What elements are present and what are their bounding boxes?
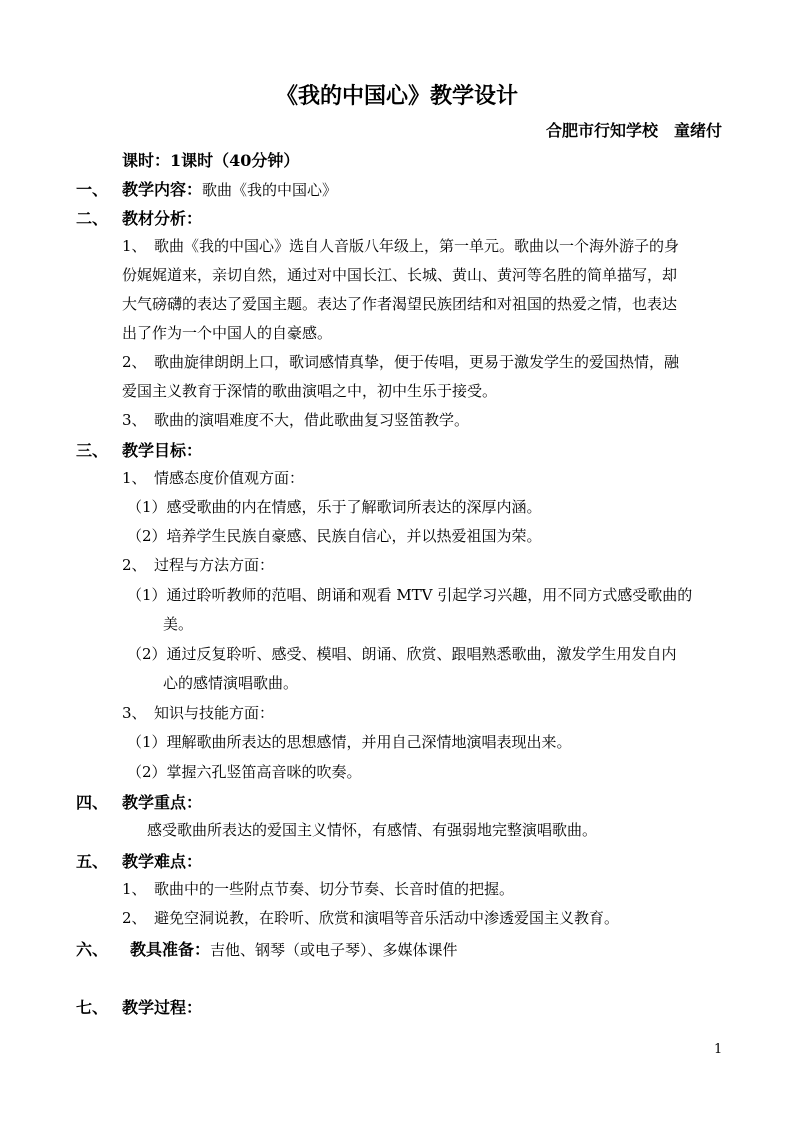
analysis-line-3: 大气磅礴的表达了爱国主题。表达了作者渴望民族团结和对祖国的热爱之情，也表达 <box>122 295 678 313</box>
section-6-number: 六、 <box>76 940 109 959</box>
page-number: 1 <box>714 1042 723 1057</box>
section-1-heading <box>122 177 337 200</box>
analysis-line-5: 2、 歌曲旋律朗朗上口，歌词感情真挚，便于传唱，更易于激发学生的爱国热情，融 <box>122 353 680 371</box>
section-4-title: 教学重点： <box>122 793 203 812</box>
section-1-title: 教学内容： <box>122 180 203 199</box>
lesson-time: 课时：1课时（40分钟） <box>122 151 300 170</box>
analysis-line-1: 1、 歌曲《我的中国心》选自人音版八年级上，第一单元。歌曲以一个海外游子的身 <box>122 237 680 255</box>
goal-line-3: （2）培养学生民族自豪感、民族自信心，并以热爱祖国为荣。 <box>127 527 542 545</box>
goal-line-4: 2、 过程与方法方面： <box>122 556 275 574</box>
document-title: 《我的中国心》教学设计 <box>275 84 518 109</box>
section-7-number: 七、 <box>76 998 109 1017</box>
goal-line-5: （1）通过聆听教师的范唱、朗诵和观看 MTV 引起学习兴趣，用不同方式感受歌曲的 <box>127 586 693 604</box>
key-point-line: 感受歌曲所表达的爱国主义情怀，有感情、有强弱地完整演唱歌曲。 <box>147 821 598 839</box>
analysis-line-4: 出了作为一个中国人的自豪感。 <box>122 324 333 342</box>
goal-line-1: 1、 情感态度价值观方面： <box>122 469 305 487</box>
analysis-line-2: 份娓娓道来，亲切自然，通过对中国长江、长城、黄山、黄河等名胜的简单描写，却 <box>122 266 678 284</box>
section-7-title: 教学过程： <box>122 998 203 1017</box>
goal-line-7: （2）通过反复聆听、感受、模唱、朗诵、欣赏、跟唱熟悉歌曲，激发学生用发自内 <box>127 645 677 663</box>
goal-line-10: （1）理解歌曲所表达的思想感情，并用自己深情地演唱表现出来。 <box>127 733 572 751</box>
analysis-line-7: 3、 歌曲的演唱难度不大，借此歌曲复习竖笛教学。 <box>122 411 470 429</box>
goal-line-9: 3、 知识与技能方面： <box>122 704 275 722</box>
analysis-line-6: 爱国主义教育于深情的歌曲演唱之中，初中生乐于接受。 <box>122 382 498 400</box>
section-1-content: 歌曲《我的中国心》 <box>202 181 338 199</box>
section-3-title: 教学目标： <box>122 441 203 460</box>
section-6-title: 教具准备： <box>130 940 211 959</box>
section-6-content: 吉他、钢琴（或电子琴）、多媒体课件 <box>210 941 458 959</box>
goal-line-11: （2）掌握六孔竖笛高音咪的吹奏。 <box>127 763 362 781</box>
goal-line-8: 心的感情演唱歌曲。 <box>163 674 299 692</box>
difficulty-line-1: 1、 歌曲中的一些附点节奏、切分节奏、长音时值的把握。 <box>122 880 515 898</box>
section-3-number: 三、 <box>76 441 109 460</box>
section-5-title: 教学难点： <box>122 852 203 871</box>
difficulty-line-2: 2、 避免空洞说教，在聆听、欣赏和演唱等音乐活动中渗透爱国主义教育。 <box>122 909 620 927</box>
section-2-number: 二、 <box>76 209 109 228</box>
author-line: 合肥市行知学校 童绪付 <box>545 121 722 140</box>
goal-line-6: 美。 <box>163 615 194 633</box>
section-2-title: 教材分析： <box>122 209 203 228</box>
goal-line-2: （1）感受歌曲的内在情感，乐于了解歌词所表达的深厚内涵。 <box>127 498 542 516</box>
section-1-number: 一、 <box>76 180 109 199</box>
section-5-number: 五、 <box>76 852 109 871</box>
section-6-heading <box>130 937 458 960</box>
section-4-number: 四、 <box>76 793 109 812</box>
